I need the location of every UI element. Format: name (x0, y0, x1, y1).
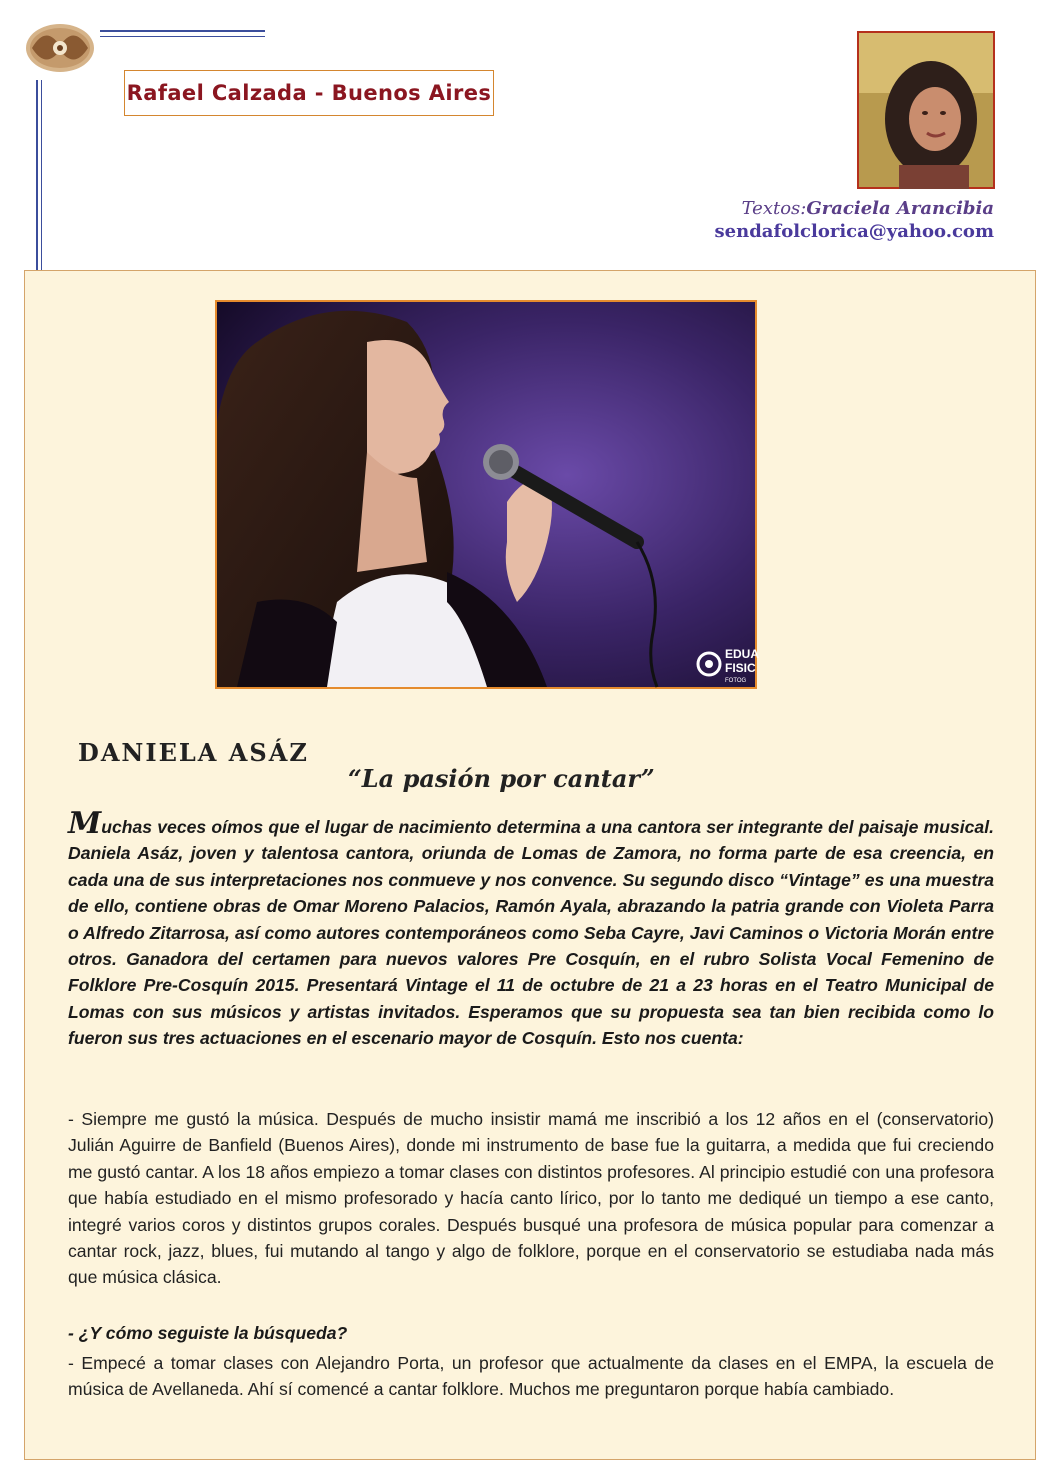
singer-photo (215, 300, 760, 689)
watermark-text: FISIC (725, 661, 756, 675)
byline (715, 198, 994, 242)
decorative-rule (36, 80, 38, 288)
byline-label: Textos: (741, 198, 807, 219)
byline-author-line (715, 198, 994, 219)
decorative-rule (41, 80, 42, 288)
author-email: sendafolclorica@yahoo.com (714, 221, 994, 242)
intro-text: uchas veces oímos que el lugar de nacimiento determina a una cantora ser integrante del paisaje musical. Daniela Asáz, joven y talentosa cantora, oriunda de Lomas de Zamora, no forma parte de esa creencia, en cada una de sus interpretaciones nos conmueve y nos convence. Su segundo disco “Vintage” es una muestra de ello, contiene obras de Omar Moreno Palacios, Ramón Ayala, abrazando la patria grande con Violeta Parra o Alfredo Zitarrosa, así como autores contemporáneos como Seba Cayre, Javi Caminos o Victoria Morán entre otros. Ganadora del certamen para nuevos valores Pre Cosquín, en el rubro Solista Vocal Femenino de Folklore Pre-Cosquín 2015. Presentará Vintage el 11 de octubre de 21 a 23 horas en el Teatro Municipal de Lomas con sus músicos y artistas invitados. Esperamos que su propuesta sea tan bien recibida como lo fueron sus tres actuaciones en el escenario mayor de Cosquín. Esto nos cuenta: (68, 817, 994, 1049)
article-intro (68, 806, 994, 1052)
watermark-text: EDUA (725, 647, 760, 661)
author-photo (857, 31, 995, 189)
article-subtitle: “La pasión por cantar” (348, 764, 655, 793)
decorative-rule (100, 30, 265, 32)
magazine-logo (22, 18, 98, 76)
byline-author: Graciela Arancibia (806, 198, 994, 219)
drop-cap: M (68, 806, 102, 841)
article-headline: DANIELA ASÁZ (78, 738, 309, 767)
decorative-rule (100, 36, 265, 37)
interview-answer: - Empecé a tomar clases con Alejandro Porta, un profesor que actualmente da clases en el EMPA, la escuela de música de Avellaneda. Ahí sí comencé a cantar folklore. Muchos me preguntaron porque había cambiado. (68, 1353, 994, 1400)
location-label: Rafael Calzada - Buenos Aires (124, 70, 494, 116)
interview-question: - ¿Y cómo seguiste la búsqueda? (68, 1323, 348, 1343)
interview-answer: - Siempre me gustó la música. Después de mucho insistir mamá me inscribió a los 12 años en el (conservatorio) Julián Aguirre de Banfield (Buenos Aires), donde mi instrumento de base fue la guitarra, a medida que fui creciendo me gustó cantar. A los 18 años empiezo a tomar clases con distintos profesores. Al principio estudié con una profesora que había estudiado en el mismo profesorado y hacía canto lírico, por lo tanto me dediqué un tiempo a ese canto, integré varios coros y distintos grupos corales. Después busqué una profesora de música popular para comenzar a cantar rock, jazz, blues, fui mutando al tango y algo de folklore, porque en el conservatorio se estudiaba nada más que música clásica. (68, 1109, 994, 1288)
watermark-text: FOTOG (725, 678, 747, 684)
